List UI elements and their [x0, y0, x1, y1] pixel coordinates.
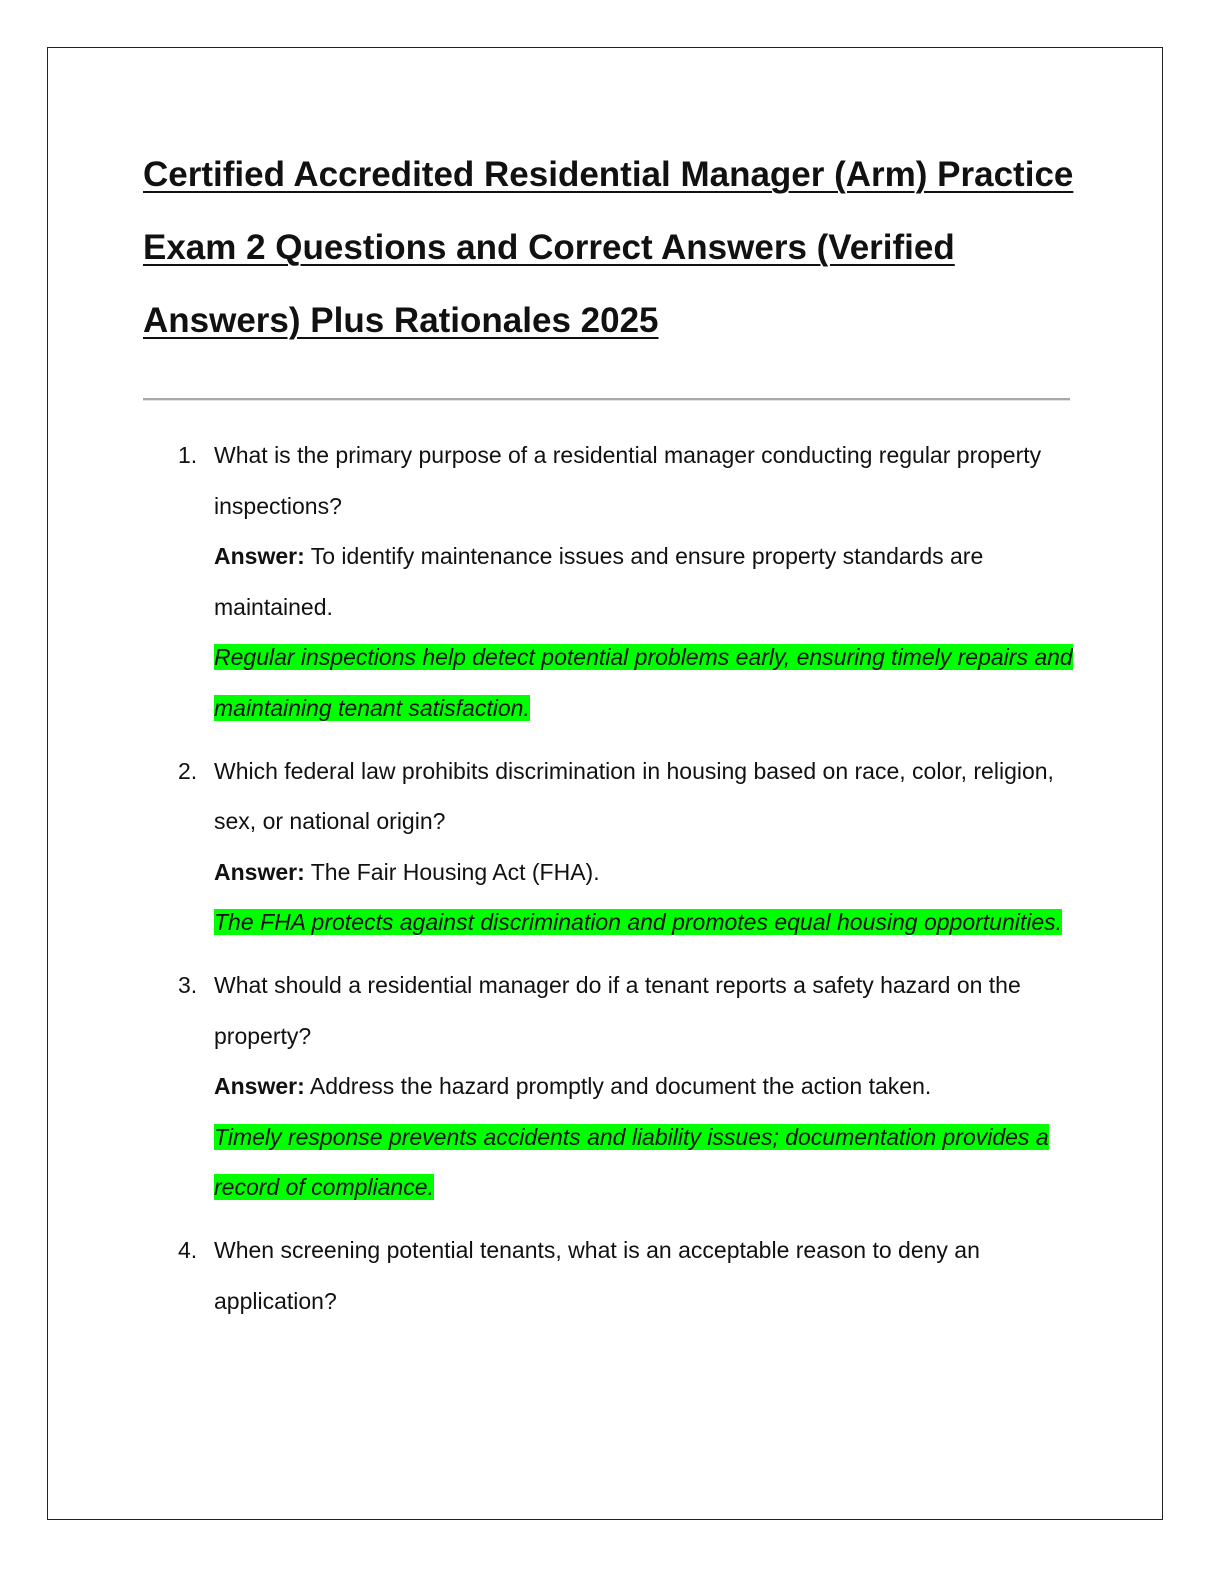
- question-text: When screening potential tenants, what is an acceptable reason to deny an application?: [214, 1236, 980, 1314]
- rationale-text: Timely response prevents accidents and liability issues; documentation provides a record of compliance.: [214, 1123, 1049, 1201]
- question-number: 2.: [178, 757, 198, 784]
- answer-line: [214, 847, 1083, 898]
- rationale-line: [214, 897, 1083, 948]
- answer-text: Address the hazard promptly and document the action taken.: [309, 1073, 932, 1100]
- question-text: What should a residential manager do if a tenant reports a safety hazard on the property?: [214, 971, 1021, 1049]
- answer-line: [214, 531, 1083, 632]
- title-divider: [143, 398, 1070, 401]
- question-number: 1.: [178, 442, 198, 468]
- question-item-4: [143, 1225, 1083, 1326]
- rationale-text: Regular inspections help detect potential problems early, ensuring timely repairs and maintaining tenant satisfaction.: [214, 644, 1073, 721]
- question-number: 4.: [178, 1236, 198, 1263]
- question-text: What is the primary purpose of a residential manager conducting regular property inspections?: [214, 442, 1042, 519]
- answer-label: Answer:: [214, 1073, 305, 1100]
- rationale-text: The FHA protects against discrimination and promotes equal housing opportunities.: [214, 909, 1063, 936]
- document-title: [143, 138, 1103, 357]
- answer-text: To identify maintenance issues and ensure property standards are maintained.: [214, 543, 984, 620]
- answer-text: The Fair Housing Act (FHA).: [310, 858, 600, 885]
- answer-label: Answer:: [214, 543, 305, 570]
- answer-label: Answer:: [214, 858, 305, 885]
- question-item-1: [143, 430, 1083, 734]
- question-item-2: [143, 746, 1083, 948]
- answer-line: [214, 1061, 1083, 1112]
- document-title-text: Certified Accredited Residential Manager (Arm) Practice Exam 2 Questions and Correct Answers (Verified Answers) Plus Rationales 2025: [143, 155, 1074, 340]
- rationale-line: [214, 1112, 1083, 1213]
- question-list: [143, 430, 1083, 1338]
- question-item-3: [143, 960, 1083, 1213]
- question-number: 3.: [178, 971, 198, 998]
- rationale-line: [214, 632, 1083, 733]
- question-text: Which federal law prohibits discrimination in housing based on race, color, religion, sex, or national origin?: [214, 757, 1054, 835]
